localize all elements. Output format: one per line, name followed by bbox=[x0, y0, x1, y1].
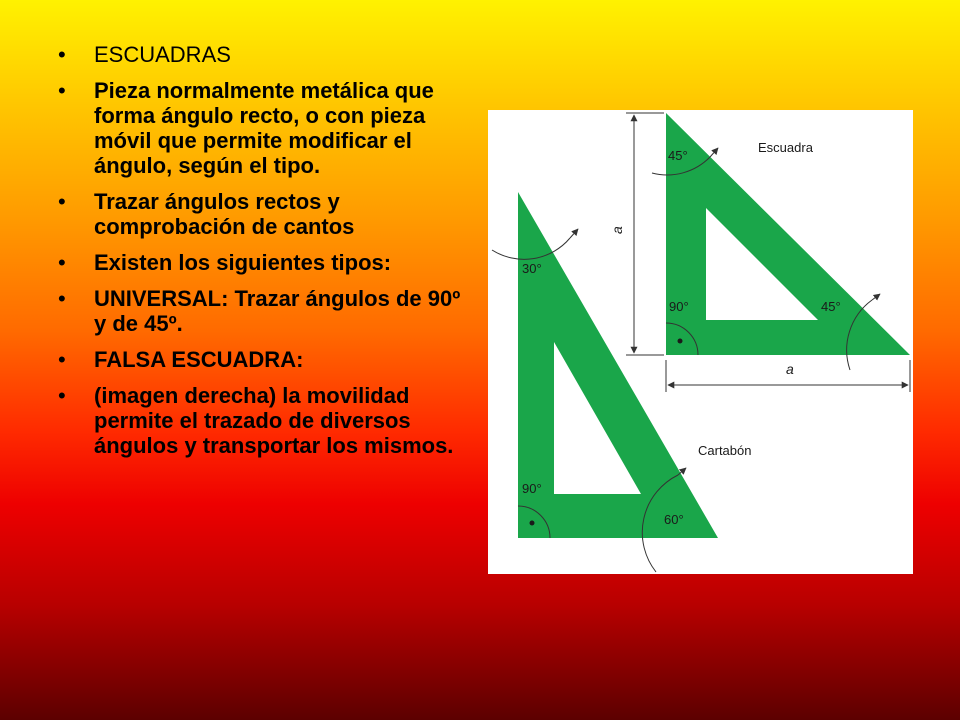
escuadra-angle-right: 45° bbox=[821, 299, 841, 314]
bullet-item bbox=[58, 78, 468, 178]
escuadra-top-angle-tick bbox=[710, 148, 718, 157]
bullet-item bbox=[58, 250, 468, 275]
bullet-glyph: • bbox=[58, 383, 66, 408]
bullet-item bbox=[58, 42, 468, 67]
bullet-glyph: • bbox=[58, 42, 66, 67]
set-squares-figure bbox=[488, 110, 913, 574]
bullet-text: ESCUADRAS bbox=[94, 42, 231, 67]
bullet-text: Existen los siguientes tipos: bbox=[94, 250, 392, 275]
cartabon-angle-corner: 90° bbox=[522, 481, 542, 496]
cartabon-angle-top: 30° bbox=[522, 261, 542, 276]
bullet-glyph: • bbox=[58, 250, 66, 275]
bullet-glyph: • bbox=[58, 78, 66, 103]
cartabon-top-angle-tick bbox=[570, 229, 578, 238]
bullet-glyph: • bbox=[58, 286, 66, 311]
bullet-glyph: • bbox=[58, 347, 66, 372]
cartabon-corner-dot bbox=[530, 521, 535, 526]
bullet-item bbox=[58, 189, 468, 239]
vertical-dimension-label: a bbox=[609, 226, 625, 234]
bullet-item bbox=[58, 347, 468, 372]
bullet-list bbox=[58, 42, 468, 469]
bullet-item bbox=[58, 383, 468, 458]
horizontal-dimension-label: a bbox=[786, 361, 794, 377]
escuadra-angle-corner: 90° bbox=[669, 299, 689, 314]
bullet-text: Pieza normalmente metálica que forma ángulo recto, o con pieza móvil que permite modificar el ángulo, según el tipo. bbox=[94, 78, 434, 178]
escuadra-label: Escuadra bbox=[758, 140, 813, 155]
escuadra-right-angle-tick bbox=[872, 294, 880, 300]
set-squares-illustration bbox=[488, 110, 913, 574]
bullet-item bbox=[58, 286, 468, 336]
escuadra-corner-dot bbox=[678, 339, 683, 344]
cartabon-angle-right: 60° bbox=[664, 512, 684, 527]
escuadra-angle-top: 45° bbox=[668, 148, 688, 163]
bullet-glyph: • bbox=[58, 189, 66, 214]
bullet-text: UNIVERSAL: Trazar ángulos de 90º y de 45º. bbox=[94, 286, 461, 336]
bullet-text: Trazar ángulos rectos y comprobación de cantos bbox=[94, 189, 355, 239]
cartabon-label: Cartabón bbox=[698, 443, 752, 458]
bullet-text: FALSA ESCUADRA: bbox=[94, 347, 304, 372]
bullet-text: (imagen derecha) la movilidad permite el trazado de diversos ángulos y transportar los mismos. bbox=[94, 383, 454, 458]
